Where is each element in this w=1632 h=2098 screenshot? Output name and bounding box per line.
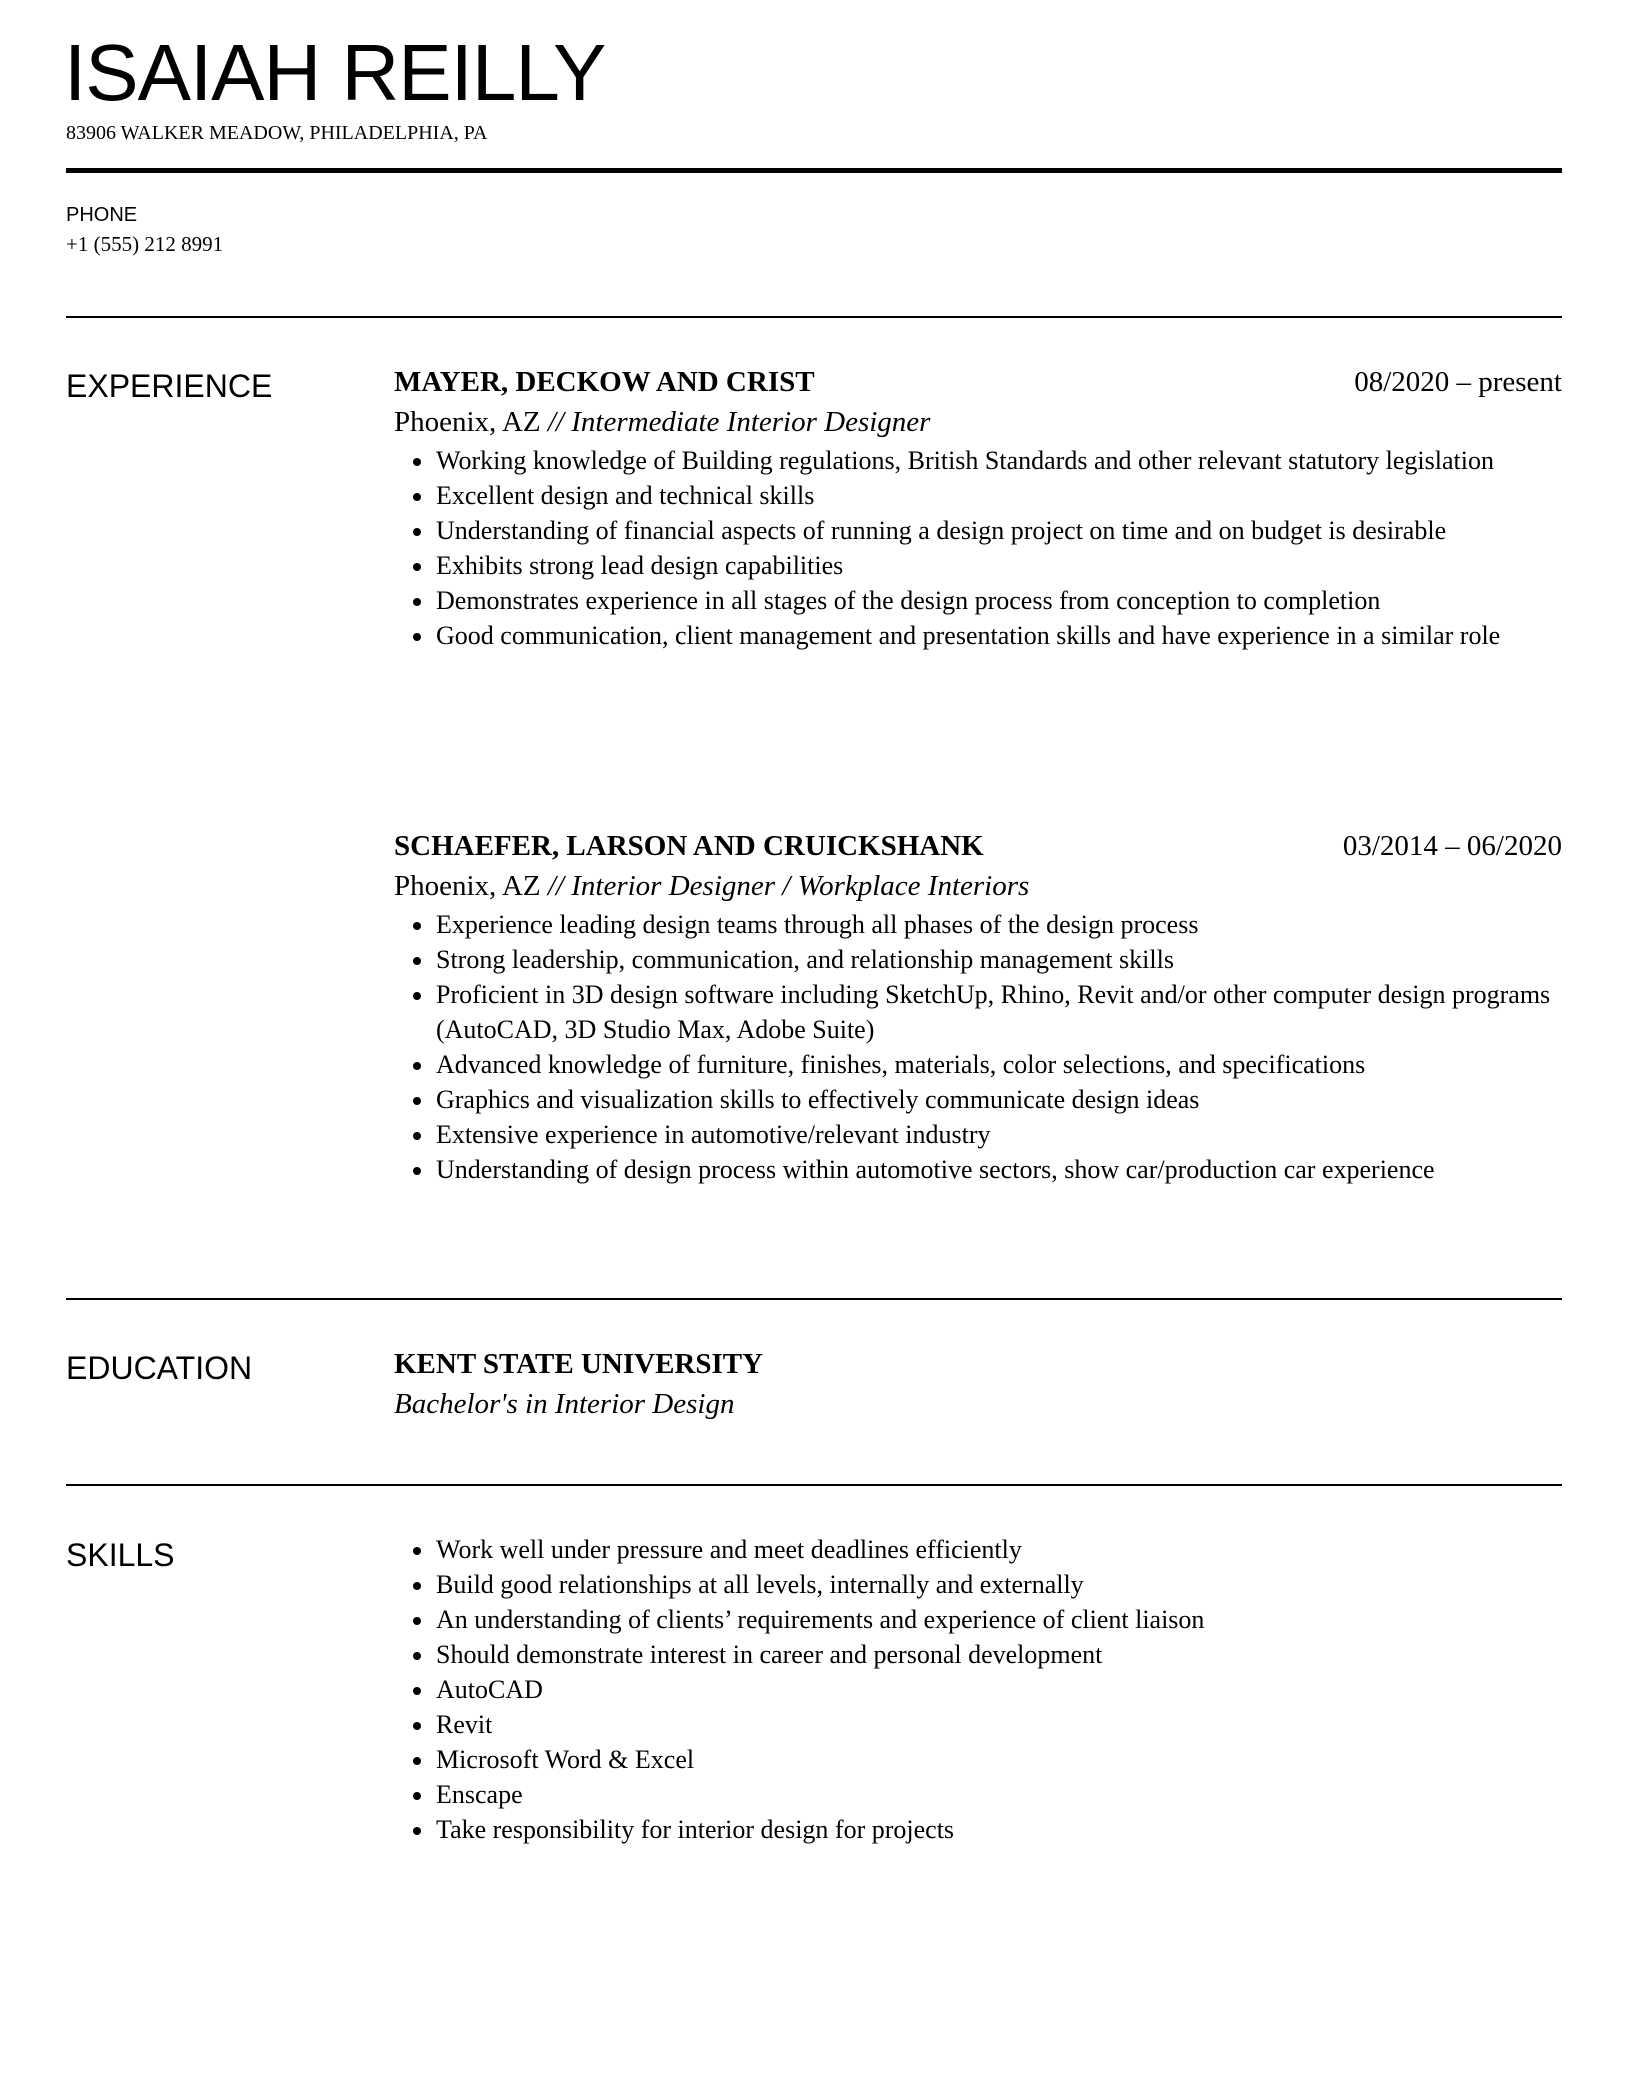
bullet-icon [413,598,421,606]
list-item: Microsoft Word & Excel [394,1742,1562,1777]
bullet-icon [413,563,421,571]
job-location: Phoenix, AZ [394,406,541,438]
list-item: Revit [394,1707,1562,1742]
job-subline [394,402,1562,442]
list-item: Advanced knowledge of furniture, finishes, materials, color selections, and specifications [394,1047,1562,1082]
header-divider [66,168,1562,173]
phone-number: +1 (555) 212 8991 [66,232,224,256]
list-item: Understanding of design process within automotive sectors, show car/production car experience [394,1152,1562,1187]
job-title: Interior Designer / Workplace Interiors [571,870,1030,902]
company-name: MAYER, DECKOW AND CRIST [394,366,815,398]
bullet-icon [413,957,421,965]
subline-separator: // [540,870,572,902]
list-item: Experience leading design teams through all phases of the design process [394,907,1562,942]
list-item: Exhibits strong lead design capabilities [394,548,1562,583]
bullet-icon [413,1687,421,1695]
employment-dates: 08/2020 – present [1354,366,1562,398]
list-item: Good communication, client management and presentation skills and have experience in a similar role [394,618,1562,653]
job-title: Intermediate Interior Designer [571,406,931,438]
skills-heading: SKILLS [66,1537,175,1573]
bullet-icon [413,1722,421,1730]
bullet-icon [413,1757,421,1765]
employment-dates: 03/2014 – 06/2020 [1342,830,1562,862]
list-item: Extensive experience in automotive/relevant industry [394,1117,1562,1152]
list-item: Demonstrates experience in all stages of the design process from conception to completion [394,583,1562,618]
school-name: KENT STATE UNIVERSITY [394,1348,764,1380]
list-item: An understanding of clients’ requirements and experience of client liaison [394,1602,1562,1637]
bullet-icon [413,1652,421,1660]
bullet-icon [413,633,421,641]
phone-label: PHONE [66,204,138,226]
list-item: Strong leadership, communication, and relationship management skills [394,942,1562,977]
bullet-icon [413,1792,421,1800]
bullet-icon [413,493,421,501]
job-duties [394,443,1562,653]
section-divider [66,1484,1562,1486]
bullet-icon [413,1617,421,1625]
candidate-name: ISAIAH REILLY [64,28,606,117]
bullet-icon [413,1132,421,1140]
bullet-icon [413,1062,421,1070]
bullet-icon [413,528,421,536]
bullet-icon [413,1547,421,1555]
subline-separator: // [540,406,572,438]
section-divider [66,1298,1562,1300]
list-item: Proficient in 3D design software including SketchUp, Rhino, Revit and/or other computer design programs (AutoCAD, 3D Studio Max, Adobe Suite) [394,977,1562,1047]
list-item: Should demonstrate interest in career and personal development [394,1637,1562,1672]
job-entry [394,362,1562,653]
job-entry [394,826,1562,1187]
list-item: Graphics and visualization skills to effectively communicate design ideas [394,1082,1562,1117]
experience-heading: EXPERIENCE [66,368,273,404]
company-name: SCHAEFER, LARSON AND CRUICKSHANK [394,830,984,862]
bullet-icon [413,1827,421,1835]
address: 83906 WALKER MEADOW, PHILADELPHIA, PA [66,122,488,144]
job-duties [394,907,1562,1187]
skills-list [394,1532,1562,1847]
list-item: Take responsibility for interior design for projects [394,1812,1562,1847]
list-item: Working knowledge of Building regulations, British Standards and other relevant statutory legislation [394,443,1562,478]
bullet-icon [413,992,421,1000]
bullet-icon [413,1582,421,1590]
list-item: Build good relationships at all levels, internally and externally [394,1567,1562,1602]
list-item: Excellent design and technical skills [394,478,1562,513]
education-entry [394,1344,1562,1424]
job-subline [394,866,1562,906]
bullet-icon [413,458,421,466]
bullet-icon [413,922,421,930]
job-location: Phoenix, AZ [394,870,541,902]
bullet-icon [413,1097,421,1105]
list-item: AutoCAD [394,1672,1562,1707]
list-item: Enscape [394,1777,1562,1812]
bullet-icon [413,1167,421,1175]
list-item: Work well under pressure and meet deadlines efficiently [394,1532,1562,1567]
education-heading: EDUCATION [66,1350,253,1386]
skills-entry [394,1532,1562,1847]
degree: Bachelor's in Interior Design [394,1388,735,1420]
section-divider [66,316,1562,318]
list-item: Understanding of financial aspects of running a design project on time and on budget is desirable [394,513,1562,548]
